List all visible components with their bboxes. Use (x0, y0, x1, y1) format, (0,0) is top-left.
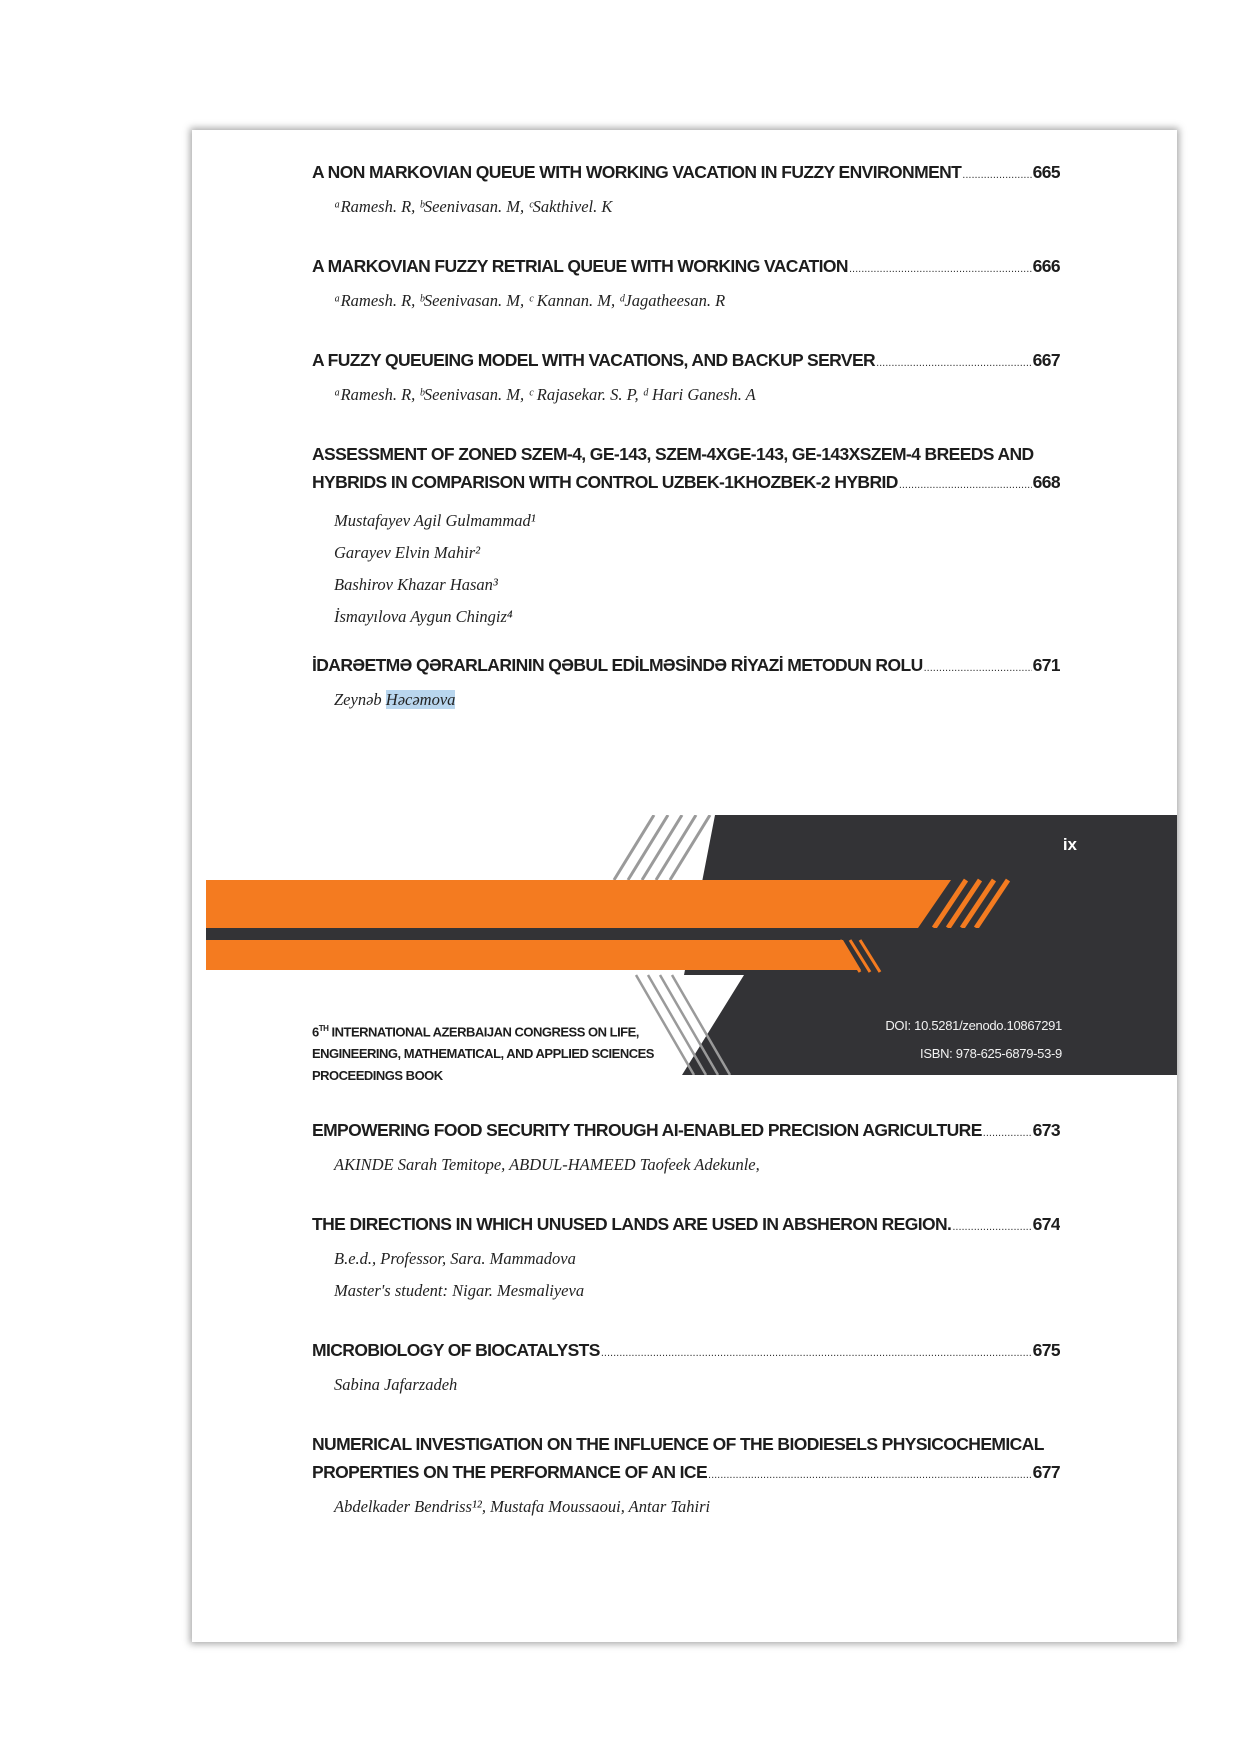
leader-dots (849, 252, 1032, 283)
author-line: ᵃRamesh. R, ᵇSeenivasan. M, ᶜ Rajasekar. S. P, ᵈ Hari Ganesh. A (334, 385, 756, 404)
author-line: ᵃRamesh. R, ᵇSeenivasan. M, ᶜ Kannan. M, ᵈJagatheesan. R (334, 291, 726, 310)
author-line: Garayev Elvin Mahir² (334, 543, 481, 562)
toc-entry[interactable] (192, 440, 1177, 633)
author-name: Zeynəb (334, 690, 382, 709)
author-line: Bashirov Khazar Hasan³ (334, 575, 498, 594)
leader-dots (952, 1210, 1031, 1241)
leader-dots (962, 158, 1031, 189)
banner-orange-bar (206, 880, 951, 928)
toc-page-number: 665 (1032, 162, 1060, 182)
publication-ids (722, 1012, 1062, 1068)
author-line: Sabina Jafarzadeh (334, 1375, 458, 1394)
banner-dark-bar (206, 928, 1177, 940)
toc-entry[interactable] (192, 1336, 1177, 1401)
toc-entry-title: ASSESSMENT OF ZONED SZEM-4, GE-143, SZEM-4XGE-143, GE-143XSZEM-4 BREEDS AND (312, 444, 1034, 464)
banner-orange-bar-lower (206, 940, 861, 970)
toc-entry-title: A NON MARKOVIAN QUEUE WITH WORKING VACATION IN FUZZY ENVIRONMENT (312, 162, 962, 182)
toc-authors (334, 505, 1177, 633)
toc-entry[interactable] (192, 158, 1177, 223)
toc-page-number: 677 (1032, 1462, 1060, 1482)
toc-authors (334, 1149, 1177, 1181)
toc-entry[interactable] (192, 1116, 1177, 1181)
author-line: AKINDE Sarah Temitope, ABDUL-HAMEED Taofeek Adekunle, (334, 1155, 760, 1174)
toc-page-number: 675 (1032, 1340, 1060, 1360)
toc-page-number: 671 (1032, 655, 1060, 675)
leader-dots (876, 346, 1032, 377)
toc-authors (334, 1369, 1177, 1401)
toc-page-number: 667 (1032, 350, 1060, 370)
leader-dots (708, 1458, 1032, 1489)
doi-text[interactable]: DOI: 10.5281/zenodo.10867291 (885, 1018, 1062, 1033)
toc-authors (334, 191, 1177, 223)
toc-entry[interactable] (192, 651, 1177, 716)
toc-entry-title: İDARƏETMƏ QƏRARLARININ QƏBUL EDİLMƏSİNDƏ RİYAZİ METODUN ROLU (312, 655, 923, 675)
leader-dots (924, 651, 1032, 682)
author-line: Mustafayev Agil Gulmammad¹ (334, 511, 536, 530)
banner-hatch-grey (614, 815, 710, 880)
page-number: ix (1062, 835, 1077, 854)
document-page (192, 130, 1177, 1642)
toc-entry[interactable] (192, 1210, 1177, 1307)
author-line: Master's student: Nigar. Mesmaliyeva (334, 1281, 585, 1300)
leader-dots (899, 468, 1032, 499)
selected-text[interactable]: Həcəmova (385, 690, 456, 709)
toc-entry-title: EMPOWERING FOOD SECURITY THROUGH AI-ENABLED PRECISION AGRICULTURE (312, 1120, 982, 1140)
toc-entry[interactable] (192, 1430, 1177, 1523)
toc-authors (334, 285, 1177, 317)
toc-page-number: 673 (1032, 1120, 1060, 1140)
toc-entry-title: A MARKOVIAN FUZZY RETRIAL QUEUE WITH WORKING VACATION (312, 256, 848, 276)
author-line: İsmayılova Aygun Chingiz⁴ (334, 607, 513, 626)
toc-entry[interactable] (192, 346, 1177, 411)
author-line: Abdelkader Bendriss¹², Mustafa Moussaoui, Antar Tahiri (334, 1497, 711, 1516)
congress-title: 6TH INTERNATIONAL AZERBAIJAN CONGRESS ON LIFE, ENGINEERING, MATHEMATICAL, AND APPLIED SCIENCES PROCEEDINGS BOOK (312, 1024, 654, 1084)
toc-entry-title: NUMERICAL INVESTIGATION ON THE INFLUENCE OF THE BIODIESELS PHYSICOCHEMICAL (312, 1434, 1044, 1454)
toc-authors (334, 1243, 1177, 1307)
toc-entry-title: THE DIRECTIONS IN WHICH UNUSED LANDS ARE USED IN ABSHERON REGION. (312, 1214, 952, 1234)
leader-dots (601, 1336, 1032, 1367)
toc-authors (334, 379, 1177, 411)
toc-authors (334, 684, 1177, 716)
toc-entry-title: A FUZZY QUEUEING MODEL WITH VACATIONS, AND BACKUP SERVER (312, 350, 876, 370)
toc-page-number: 666 (1032, 256, 1060, 276)
author-line: B.e.d., Professor, Sara. Mammadova (334, 1249, 576, 1268)
toc-authors (334, 1491, 1177, 1523)
isbn-text: ISBN: 978-625-6879-53-9 (920, 1046, 1062, 1061)
toc-entry-title: PROPERTIES ON THE PERFORMANCE OF AN ICE (312, 1462, 708, 1482)
toc-entry[interactable] (192, 252, 1177, 317)
leader-dots (983, 1116, 1032, 1147)
toc-entry-title: MICROBIOLOGY OF BIOCATALYSTS (312, 1340, 600, 1360)
toc-page-number: 674 (1032, 1214, 1060, 1234)
toc-entry-title: HYBRIDS IN COMPARISON WITH CONTROL UZBEK-1KHOZBEK-2 HYBRID (312, 472, 898, 492)
toc-page-number: 668 (1032, 472, 1060, 492)
author-line: ᵃRamesh. R, ᵇSeenivasan. M, ᶜSakthivel. K (334, 197, 613, 216)
author-line (334, 684, 1177, 716)
